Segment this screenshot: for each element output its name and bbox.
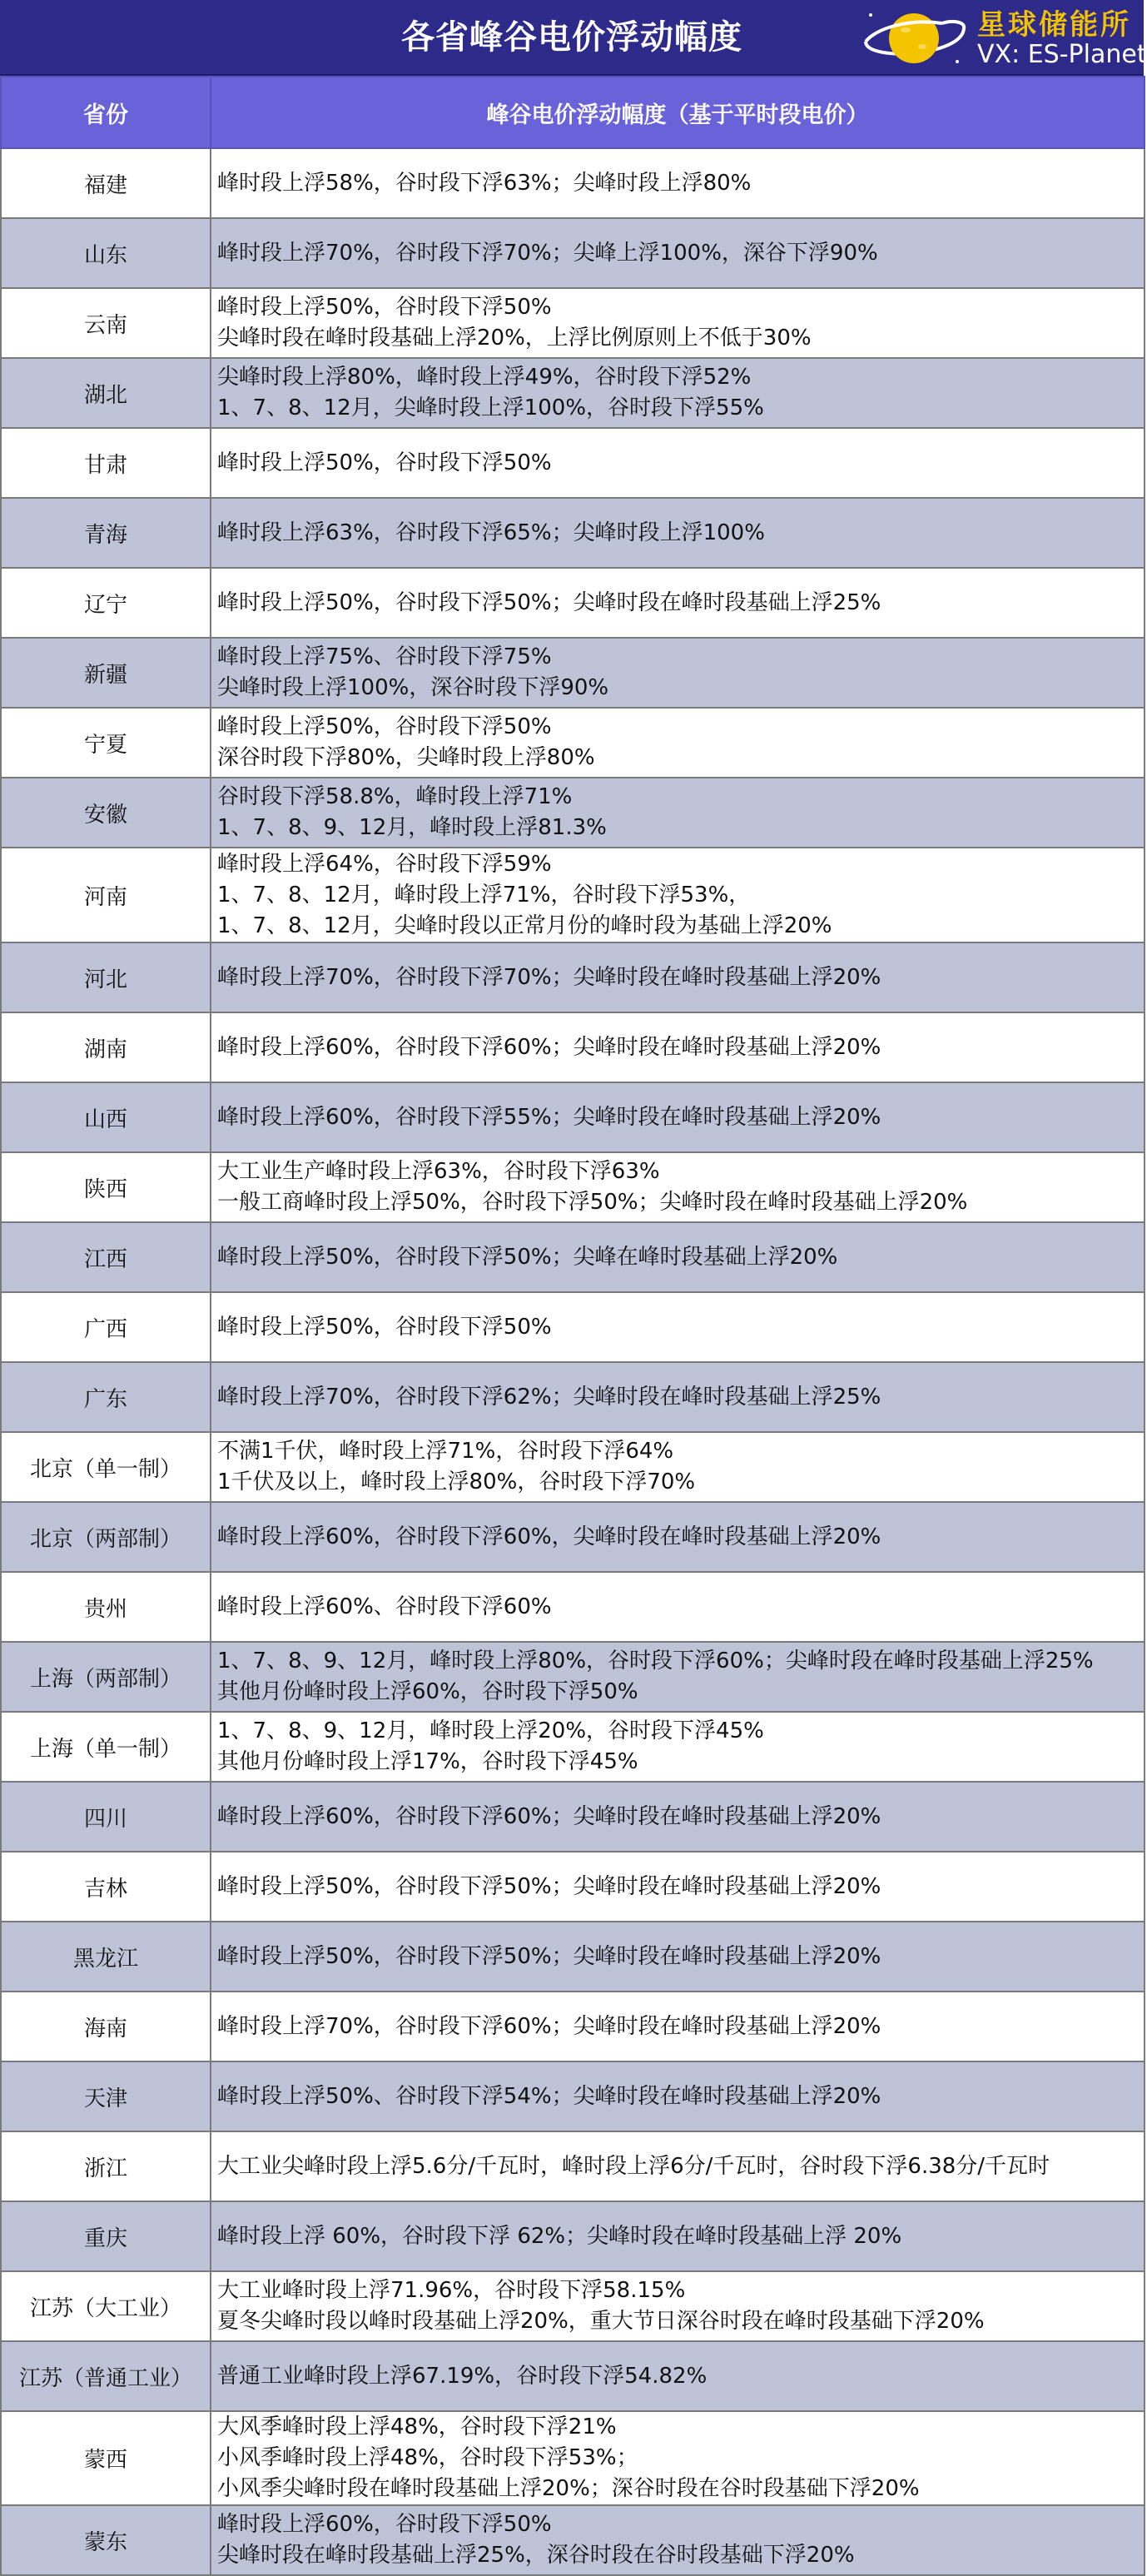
province-cell: 江苏（普通工业） bbox=[1, 2341, 211, 2411]
range-cell: 大工业生产峰时段上浮63%，谷时段下浮63% 一般工商峰时段上浮50%，谷时段下浮50%；尖峰时段在峰时段基础上浮20% bbox=[211, 1152, 1145, 1222]
table-row bbox=[1, 2201, 1145, 2271]
brand-wechat-id: VX: ES-Planet bbox=[977, 40, 1147, 69]
range-cell: 峰时段上浮50%，谷时段下浮50%；尖峰在峰时段基础上浮20% bbox=[211, 1222, 1145, 1292]
province-cell: 重庆 bbox=[1, 2201, 211, 2271]
range-cell: 1、7、8、9、12月，峰时段上浮80%，谷时段下浮60%；尖峰时段在峰时段基础上浮25% 其他月份峰时段上浮60%，谷时段下浮50% bbox=[211, 1642, 1145, 1712]
table-row bbox=[1, 1292, 1145, 1362]
province-cell: 北京（两部制） bbox=[1, 1502, 211, 1572]
range-cell: 大风季峰时段上浮48%，谷时段下浮21% 小风季峰时段上浮48%，谷时段下浮53%； 小风季尖峰时段在峰时段基础上浮20%；深谷时段在谷时段基础下浮20% bbox=[211, 2411, 1145, 2505]
province-cell: 广西 bbox=[1, 1292, 211, 1362]
table-row bbox=[1, 942, 1145, 1012]
table-row bbox=[1, 1572, 1145, 1642]
table-row bbox=[1, 428, 1145, 498]
table-row bbox=[1, 1852, 1145, 1922]
table-row bbox=[1, 1432, 1145, 1502]
table-row bbox=[1, 1362, 1145, 1432]
province-cell: 新疆 bbox=[1, 638, 211, 708]
province-cell: 四川 bbox=[1, 1782, 211, 1852]
range-cell: 峰时段上浮60%，谷时段下浮55%；尖峰时段在峰时段基础上浮20% bbox=[211, 1082, 1145, 1152]
table-header-row bbox=[1, 77, 1145, 148]
province-cell: 海南 bbox=[1, 1992, 211, 2061]
range-cell: 峰时段上浮 60%，谷时段下浮 62%；尖峰时段在峰时段基础上浮 20% bbox=[211, 2201, 1145, 2271]
province-cell: 湖北 bbox=[1, 358, 211, 428]
range-cell: 峰时段上浮60%，谷时段下浮60%，尖峰时段在峰时段基础上浮20% bbox=[211, 1502, 1145, 1572]
table-row bbox=[1, 1012, 1145, 1082]
province-cell: 蒙东 bbox=[1, 2505, 211, 2575]
province-cell: 江西 bbox=[1, 1222, 211, 1292]
table-row bbox=[1, 1082, 1145, 1152]
range-cell: 1、7、8、9、12月，峰时段上浮20%，谷时段下浮45% 其他月份峰时段上浮17%，谷时段下浮45% bbox=[211, 1712, 1145, 1782]
range-cell: 峰时段上浮60%、谷时段下浮60% bbox=[211, 1572, 1145, 1642]
province-cell: 江苏（大工业） bbox=[1, 2271, 211, 2341]
table-row bbox=[1, 1712, 1145, 1782]
range-cell: 峰时段上浮70%，谷时段下浮70%；尖峰上浮100%，深谷下浮90% bbox=[211, 218, 1145, 288]
range-cell: 峰时段上浮60%，谷时段下浮50% 尖峰时段在峰时段基础上浮25%，深谷时段在谷时段基础下浮20% bbox=[211, 2505, 1145, 2575]
range-cell: 峰时段上浮50%，谷时段下浮50%；尖峰时段在峰时段基础上浮20% bbox=[211, 1852, 1145, 1922]
brand-name: 星球储能所 bbox=[977, 8, 1131, 42]
table-row bbox=[1, 218, 1145, 288]
table-row bbox=[1, 1152, 1145, 1222]
province-cell: 甘肃 bbox=[1, 428, 211, 498]
range-cell: 峰时段上浮70%，谷时段下浮60%；尖峰时段在峰时段基础上浮20% bbox=[211, 1992, 1145, 2061]
range-cell: 峰时段上浮64%，谷时段下浮59% 1、7、8、12月，峰时段上浮71%，谷时段下浮53%， 1、7、8、12月，尖峰时段以正常月份的峰时段为基础上浮20% bbox=[211, 848, 1145, 942]
province-cell: 云南 bbox=[1, 288, 211, 358]
range-cell: 谷时段下浮58.8%，峰时段上浮71% 1、7、8、9、12月，峰时段上浮81.3% bbox=[211, 778, 1145, 848]
table-row bbox=[1, 148, 1145, 218]
table-row bbox=[1, 1922, 1145, 1992]
table-row bbox=[1, 1992, 1145, 2061]
table-row bbox=[1, 2131, 1145, 2201]
province-cell: 陕西 bbox=[1, 1152, 211, 1222]
range-cell: 大工业峰时段上浮71.96%，谷时段下浮58.15% 夏冬尖峰时段以峰时段基础上浮20%，重大节日深谷时段在峰时段基础下浮20% bbox=[211, 2271, 1145, 2341]
range-cell: 不满1千伏，峰时段上浮71%，谷时段下浮64% 1千伏及以上，峰时段上浮80%，谷时段下浮70% bbox=[211, 1432, 1145, 1502]
province-cell: 湖南 bbox=[1, 1012, 211, 1082]
province-cell: 贵州 bbox=[1, 1572, 211, 1642]
range-cell: 峰时段上浮50%、谷时段下浮54%；尖峰时段在峰时段基础上浮20% bbox=[211, 2061, 1145, 2131]
planet-logo-icon bbox=[859, 3, 969, 73]
province-cell: 上海（两部制） bbox=[1, 1642, 211, 1712]
province-cell: 吉林 bbox=[1, 1852, 211, 1922]
range-cell: 尖峰时段上浮80%，峰时段上浮49%，谷时段下浮52% 1、7、8、12月，尖峰时段上浮100%，谷时段下浮55% bbox=[211, 358, 1145, 428]
range-cell: 峰时段上浮58%，谷时段下浮63%；尖峰时段上浮80% bbox=[211, 148, 1145, 218]
province-cell: 浙江 bbox=[1, 2131, 211, 2201]
table-row bbox=[1, 498, 1145, 568]
table-row bbox=[1, 638, 1145, 708]
range-cell: 峰时段上浮75%、谷时段下浮75% 尖峰时段上浮100%，深谷时段下浮90% bbox=[211, 638, 1145, 708]
price-table bbox=[0, 76, 1145, 2576]
range-cell: 峰时段上浮63%，谷时段下浮65%；尖峰时段上浮100% bbox=[211, 498, 1145, 568]
province-cell: 上海（单一制） bbox=[1, 1712, 211, 1782]
province-cell: 青海 bbox=[1, 498, 211, 568]
table-row bbox=[1, 848, 1145, 942]
table-row bbox=[1, 288, 1145, 358]
range-cell: 峰时段上浮50%，谷时段下浮50% bbox=[211, 428, 1145, 498]
province-cell: 北京（单一制） bbox=[1, 1432, 211, 1502]
range-cell: 峰时段上浮50%，谷时段下浮50% bbox=[211, 1292, 1145, 1362]
brand-logo bbox=[852, 0, 1147, 76]
range-cell: 峰时段上浮50%，谷时段下浮50% 深谷时段下浮80%，尖峰时段上浮80% bbox=[211, 708, 1145, 778]
range-cell: 峰时段上浮50%，谷时段下浮50%；尖峰时段在峰时段基础上浮25% bbox=[211, 568, 1145, 638]
title-bar bbox=[0, 0, 1147, 76]
range-cell: 大工业尖峰时段上浮5.6分/千瓦时，峰时段上浮6分/千瓦时，谷时段下浮6.38分/千瓦时 bbox=[211, 2131, 1145, 2201]
range-cell: 峰时段上浮70%，谷时段下浮62%；尖峰时段在峰时段基础上浮25% bbox=[211, 1362, 1145, 1432]
page-title: 各省峰谷电价浮动幅度 bbox=[401, 18, 742, 57]
range-cell: 峰时段上浮60%，谷时段下浮60%；尖峰时段在峰时段基础上浮20% bbox=[211, 1782, 1145, 1852]
table-row bbox=[1, 1222, 1145, 1292]
table-row bbox=[1, 358, 1145, 428]
province-cell: 山东 bbox=[1, 218, 211, 288]
table-row bbox=[1, 1642, 1145, 1712]
range-cell: 峰时段上浮50%，谷时段下浮50% 尖峰时段在峰时段基础上浮20%，上浮比例原则上不低于30% bbox=[211, 288, 1145, 358]
province-cell: 辽宁 bbox=[1, 568, 211, 638]
table-row bbox=[1, 2061, 1145, 2131]
table-row bbox=[1, 1782, 1145, 1852]
table-row bbox=[1, 2271, 1145, 2341]
province-cell: 河南 bbox=[1, 848, 211, 942]
province-cell: 黑龙江 bbox=[1, 1922, 211, 1992]
province-cell: 广东 bbox=[1, 1362, 211, 1432]
province-cell: 安徽 bbox=[1, 778, 211, 848]
table-row bbox=[1, 568, 1145, 638]
column-header-range: 峰谷电价浮动幅度（基于平时段电价） bbox=[211, 77, 1145, 148]
table-row bbox=[1, 778, 1145, 848]
column-header-province: 省份 bbox=[1, 77, 211, 148]
province-cell: 宁夏 bbox=[1, 708, 211, 778]
range-cell: 峰时段上浮50%，谷时段下浮50%；尖峰时段在峰时段基础上浮20% bbox=[211, 1922, 1145, 1992]
range-cell: 普通工业峰时段上浮67.19%，谷时段下浮54.82% bbox=[211, 2341, 1145, 2411]
province-cell: 山西 bbox=[1, 1082, 211, 1152]
range-cell: 峰时段上浮70%，谷时段下浮70%；尖峰时段在峰时段基础上浮20% bbox=[211, 942, 1145, 1012]
province-cell: 天津 bbox=[1, 2061, 211, 2131]
table-row bbox=[1, 2341, 1145, 2411]
province-cell: 蒙西 bbox=[1, 2411, 211, 2505]
province-cell: 福建 bbox=[1, 148, 211, 218]
table-row bbox=[1, 2505, 1145, 2575]
table-body bbox=[1, 148, 1145, 2575]
table-row bbox=[1, 708, 1145, 778]
range-cell: 峰时段上浮60%，谷时段下浮60%；尖峰时段在峰时段基础上浮20% bbox=[211, 1012, 1145, 1082]
table-row bbox=[1, 2411, 1145, 2505]
table-row bbox=[1, 1502, 1145, 1572]
province-cell: 河北 bbox=[1, 942, 211, 1012]
